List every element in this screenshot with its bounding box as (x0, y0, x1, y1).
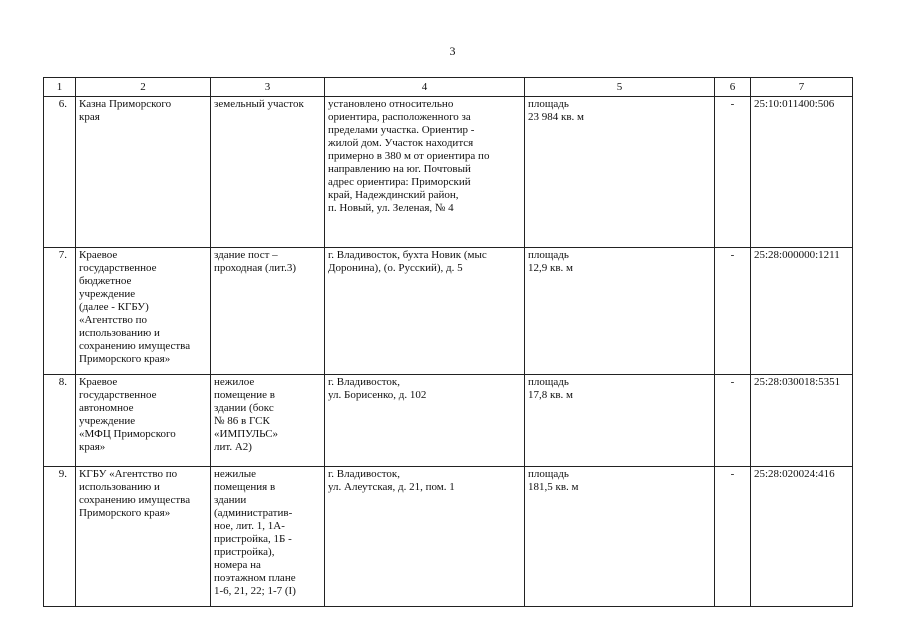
address-cell: г. Владивосток, ул. Борисенко, д. 102 (325, 375, 525, 467)
col6-cell: - (715, 248, 751, 375)
column-header: 7 (751, 78, 853, 97)
cadastral-cell: 25:28:030018:5351 (751, 375, 853, 467)
table-row (44, 248, 853, 375)
object-cell: здание пост – проходная (лит.3) (211, 248, 325, 375)
property-table (43, 77, 853, 607)
address-cell: г. Владивосток, бухта Новик (мыс Доронина), (о. Русский), д. 5 (325, 248, 525, 375)
column-header: 3 (211, 78, 325, 97)
area-cell: площадь 181,5 кв. м (525, 467, 715, 607)
column-header: 5 (525, 78, 715, 97)
column-header: 4 (325, 78, 525, 97)
col6-cell: - (715, 375, 751, 467)
cadastral-cell: 25:10:011400:506 (751, 97, 853, 248)
page-number: 3 (449, 44, 456, 58)
row-number: 8. (44, 375, 76, 467)
owner-cell: КГБУ «Агентство по использованию и сохранению имущества Приморского края» (76, 467, 211, 607)
cadastral-cell: 25:28:000000:1211 (751, 248, 853, 375)
object-cell: земельный участок (211, 97, 325, 248)
column-header: 1 (44, 78, 76, 97)
col6-cell: - (715, 467, 751, 607)
cadastral-cell: 25:28:020024:416 (751, 467, 853, 607)
col6-cell: - (715, 97, 751, 248)
area-cell: площадь 17,8 кв. м (525, 375, 715, 467)
row-number: 9. (44, 467, 76, 607)
table-row (44, 467, 853, 607)
address-cell: г. Владивосток, ул. Алеутская, д. 21, пом. 1 (325, 467, 525, 607)
object-cell: нежилые помещения в здании (административ- ное, лит. 1, 1А- пристройка, 1Б - пристройка), номера на поэтажном плане 1-6, 21, 22; 1-7 (I) (211, 467, 325, 607)
owner-cell: Казна Приморского края (76, 97, 211, 248)
column-header: 6 (715, 78, 751, 97)
owner-cell: Краевое государственное автономное учреждение «МФЦ Приморского края» (76, 375, 211, 467)
row-number: 7. (44, 248, 76, 375)
object-cell: нежилое помещение в здании (бокс № 86 в ГСК «ИМПУЛЬС» лит. А2) (211, 375, 325, 467)
address-cell: установлено относительно ориентира, расположенного за пределами участка. Ориентир - жилой дом. Участок находится примерно в 380 м от ориентира по направлению на юг. Почтовый адрес ориентира: Приморский край, Надеждинский район, п. Новый, ул. Зеленая, № 4 (325, 97, 525, 248)
column-header: 2 (76, 78, 211, 97)
table-row (44, 97, 853, 248)
owner-cell: Краевое государственное бюджетное учреждение (далее - КГБУ) «Агентство по использованию и сохранению имущества Приморского края» (76, 248, 211, 375)
area-cell: площадь 23 984 кв. м (525, 97, 715, 248)
table-header-row (44, 78, 853, 97)
table-row (44, 375, 853, 467)
row-number: 6. (44, 97, 76, 248)
area-cell: площадь 12,9 кв. м (525, 248, 715, 375)
